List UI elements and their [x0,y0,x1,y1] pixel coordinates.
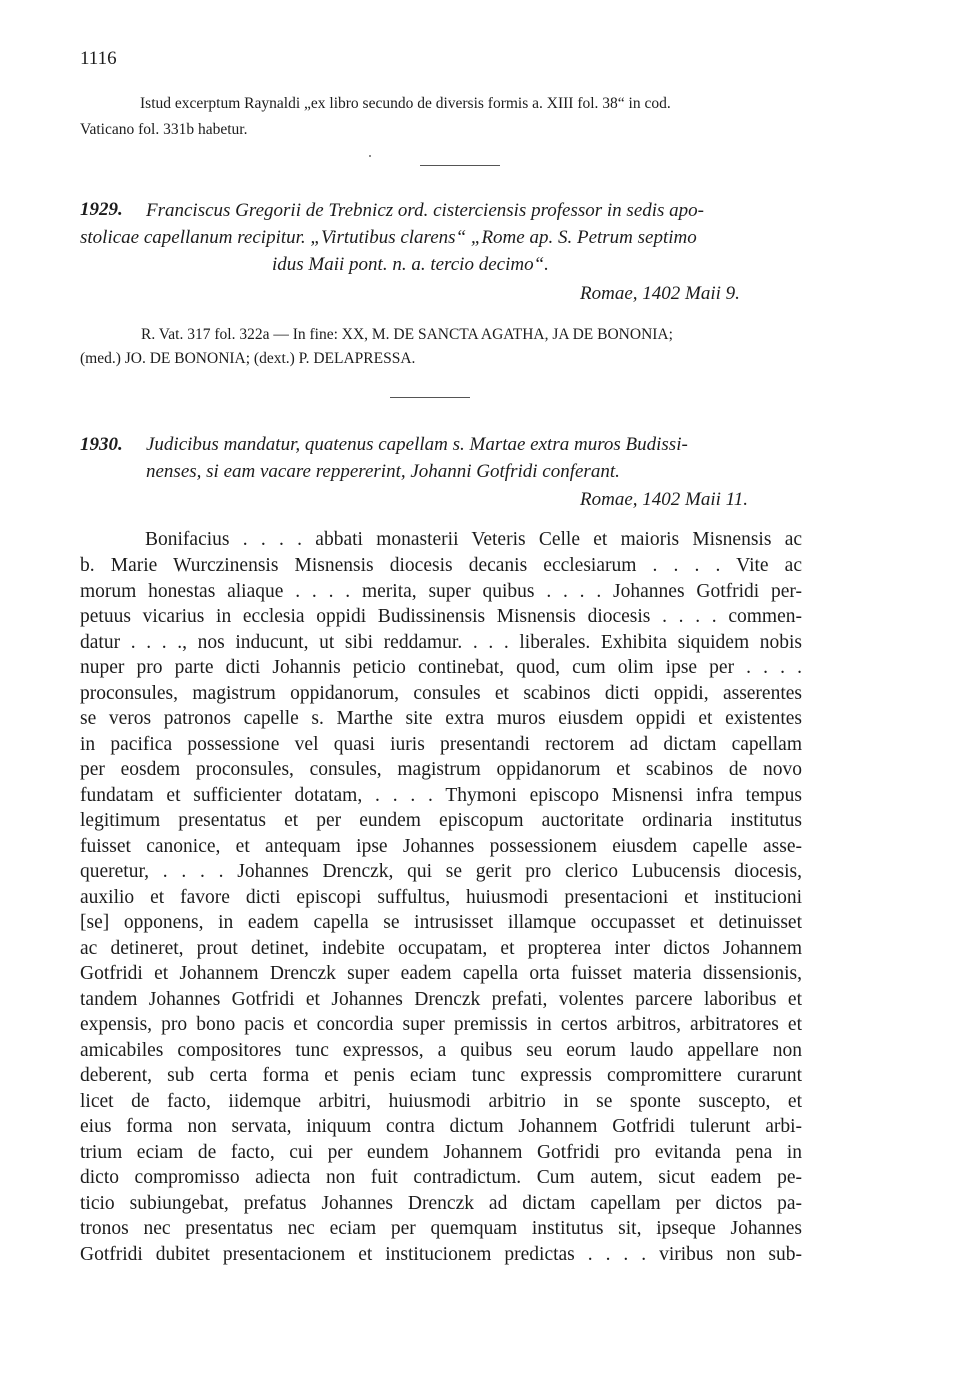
entry-1930-number: 1930. [80,434,123,455]
body-line: petuus vicarius in ecclesia oppidi Budissinensis Misnensis diocesis . . . . commen- [80,606,802,627]
speck [369,155,371,157]
body-line: datur . . . ., nos inducunt, ut sibi reddamur. . . . liberales. Exhibita siquidem nobis [80,632,802,653]
note-line-1: Istud excerptum Raynaldi „ex libro secundo de diversis formis a. XIII fol. 38“ in cod. [140,95,671,112]
body-line: nuper pro parte dicti Johannis peticio continebat, quod, cum olim ipse per . . . . [80,657,802,678]
body-line: legitimum presentatus et per eundem episcopum auctoritate ordinaria institutus [80,810,802,831]
body-line: b. Marie Wurczinensis Misnensis diocesis decanis ecclesiarum . . . . Vite ac [80,555,802,576]
body-line: Bonifacius . . . . abbati monasterii Veteris Celle et maioris Misnensis ac [145,529,802,550]
body-line: ac detineret, prout detinet, indebite occupatam, et propterea inter dictos Johannem [80,938,802,959]
entry-1929-number: 1929. [80,199,123,220]
body-line: tronos nec presentatus nec eciam per quemquam institutus sit, ipseque Johannes [80,1218,802,1239]
body-line: eius forma non servata, iniquum contra dictum Johannem Gotfridi tulerunt arbi- [80,1116,802,1137]
body-line: Gotfridi et Johannem Drenczk super eadem capella orta fuisset materia dissensionis, [80,963,802,984]
body-line: licet de facto, iidemque arbitri, huiusmodi arbitrio in se sponte suscepto, et [80,1091,802,1112]
body-line: deberent, sub certa forma et penis eciam tunc expressis compromittere curarunt [80,1065,802,1086]
page-number: 1116 [80,48,117,69]
body-line: auxilio et favore dicti episcopi suffultus, huiusmodi presentacioni et institucioni [80,887,802,908]
body-line: dicto compromisso adiecta non fuit contradictum. Cum autem, sicut eadem pe- [80,1167,802,1188]
body-line: fuisset canonice, et antequam ipse Johannes possessionem eiusdem capelle asse- [80,836,802,857]
entry-1930-heading-1: Judicibus mandatur, quatenus capellam s. Martae extra muros Budissi- [146,434,688,455]
body-line: tandem Johannes Gotfridi et Johannes Drenczk prefati, volentes parcere laboribus et [80,989,802,1010]
body-line: morum honestas aliaque . . . . merita, super quibus . . . . Johannes Gotfridi per- [80,581,802,602]
body-line: expensis, pro bono pacis et concordia super premissis in certos arbitros, arbitratores et [80,1014,802,1035]
entry-1929-heading-2: stolicae capellanum recipitur. „Virtutibus clarens“ „Rome ap. S. Petrum septimo [80,227,697,248]
body-line: proconsules, magistrum oppidanorum, consules et scabinos dicti oppidi, asserentes [80,683,802,704]
body-line: amicabiles compositores tunc expressos, a quibus seu eorum laudo appellare non [80,1040,802,1061]
divider [390,397,470,398]
body-line: in pacifica possessione vel quasi iuris presentandi rectorem ad dictam capellam [80,734,802,755]
entry-1930-heading-2: nenses, si eam vacare reppererint, Johanni Gotfridi conferant. [146,461,620,482]
body-line: per eosdem proconsules, consules, magistrum oppidanorum et scabinos de novo [80,759,802,780]
body-line: se veros patronos capelle s. Marthe site extra muros eiusdem oppidi et existentes [80,708,802,729]
entry-1929-source-1: R. Vat. 317 fol. 322a — In fine: XX, M. DE SANCTA AGATHA, JA DE BONONIA; [141,326,673,343]
entry-1929-date: Romae, 1402 Maii 9. [580,283,740,304]
entry-1929-heading-3: idus Maii pont. n. a. tercio decimo“. [272,254,549,275]
body-line: queretur, . . . . Johannes Drenczk, qui se gerit pro clerico Lubucensis diocesis, [80,861,802,882]
entry-1930-date: Romae, 1402 Maii 11. [580,489,748,510]
divider [420,165,500,166]
note-line-2: Vaticano fol. 331b habetur. [80,121,248,138]
body-line: [se] opponens, in eadem capella se intrusisset illamque occupasset et detinuisset [80,912,802,933]
body-line: Gotfridi dubitet presentacionem et institucionem predictas . . . . viribus non sub- [80,1244,802,1265]
body-line: trium eciam de facto, cui per eundem Johannem Gotfridi pro evitanda pena in [80,1142,802,1163]
body-line: ticio subiungebat, prefatus Johannes Drenczk ad dictam capellam per dictos pa- [80,1193,802,1214]
body-line: fundatam et sufficienter dotatam, . . . . Thymoni episcopo Misnensi infra tempus [80,785,802,806]
entry-1929-source-2: (med.) JO. DE BONONIA; (dext.) P. DELAPRESSA. [80,350,416,367]
entry-1929-heading-1: Franciscus Gregorii de Trebnicz ord. cisterciensis professor in sedis apo- [146,200,705,221]
